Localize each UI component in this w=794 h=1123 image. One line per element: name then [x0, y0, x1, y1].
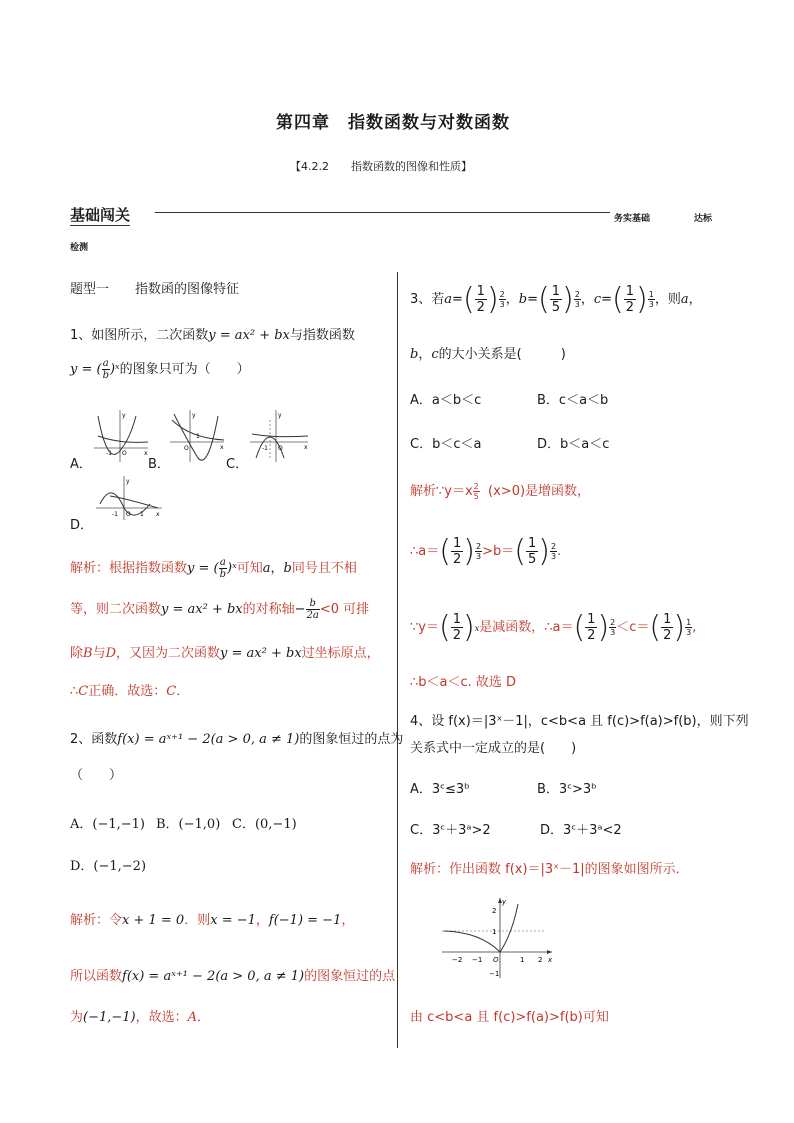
q3-paren-close-2: ): [562, 281, 574, 317]
q3-paren-open-1: (: [462, 281, 475, 317]
q1-sol3-eq: y = ax² + bx: [220, 646, 302, 661]
q3-l2-a: b: [410, 347, 419, 362]
graph-d-1: 1: [140, 511, 144, 518]
q3-e3d: 3: [648, 300, 654, 309]
q2-sol2-b: 的图象恒过的点: [304, 969, 396, 984]
q3-a2: a: [444, 292, 453, 307]
q3-paren-close-3: ): [636, 281, 648, 317]
q1-text: 1、如图所示，二次函数: [70, 328, 209, 343]
q3-sol3-n3: 1: [663, 612, 672, 627]
q3-sol3-f2: [585, 612, 597, 643]
q3-sol2-po1: (: [439, 533, 451, 569]
q1-sol-frac: [219, 557, 227, 580]
section-label: 基础闯关: [70, 206, 131, 224]
graph-b-x: x: [220, 444, 224, 451]
section-wrap: 检测: [70, 243, 89, 253]
q3-line1: [410, 281, 702, 317]
q3-sol1-en: 2: [473, 482, 479, 491]
q3-solution-line3: [410, 609, 697, 645]
q3-sol1-b: (x>0)是增函数，: [488, 484, 591, 499]
q1-sol2-a: 等，则二次函数: [70, 602, 162, 617]
q1-sol-eq-a: y = (: [187, 561, 219, 576]
q3-sol2-e1n: 2: [475, 542, 482, 551]
graph-b-y: y: [192, 412, 196, 419]
q3-b2: b: [518, 292, 528, 307]
q2-sol3-eq: (−1,−1): [83, 1010, 136, 1025]
graph-a-y: y: [122, 412, 126, 419]
q3-frac-3: [624, 284, 636, 315]
q4-solution-line2: 由 c<b<a 且 f(c)>f(a)>f(b)可知: [410, 1010, 609, 1025]
graph-d-x: x: [156, 511, 160, 518]
q1-sol3-e: ，又因为二次函数: [116, 646, 221, 661]
q3-d3: 2: [625, 300, 635, 315]
q1-graph-a: [92, 408, 150, 464]
q1-sol3-c: 与: [92, 646, 106, 661]
page-title: 第四章 指数函数与对数函数: [276, 113, 510, 133]
q3-sol2-b: >b＝: [482, 544, 515, 559]
q1-option-d: D．: [70, 518, 94, 533]
q4-graph-ylabel-0: 2: [492, 907, 497, 915]
q2-sol1-a: 解析：令: [70, 913, 123, 928]
q3-sol3-f1: [451, 612, 463, 643]
graph-c-m1: -1: [262, 445, 268, 452]
q3-sol2-pc2: ): [538, 533, 550, 569]
q3-sol2-f1: [451, 536, 463, 567]
q3-sol3-e2d: 3: [610, 628, 616, 637]
q3-a1: 3、若: [410, 292, 445, 307]
section-rule: [155, 212, 610, 213]
q3-sol3-a: ∵y＝: [410, 620, 439, 635]
q1-exp-den: b: [102, 370, 109, 381]
q3-sol3-po3: (: [649, 609, 662, 645]
q1-sol-d: ，: [270, 561, 284, 576]
q2-option-a: A．(−1,−1): [70, 817, 145, 832]
q3-sol3-e3d: 3: [686, 628, 692, 637]
graph-a-m1: -1: [106, 450, 112, 457]
q4-option-d: D．3ᶜ＋3ᵃ<2: [540, 823, 622, 838]
q3-sol3-b: 是减函数，∴a＝: [479, 620, 574, 635]
q3-option-c: C．b＜c＜a: [410, 437, 482, 452]
q2-solution-line1: [70, 909, 354, 928]
q3-sol2-pc1: ): [463, 533, 475, 569]
q3-paren-open-2: (: [538, 281, 550, 317]
q1-line1: [70, 324, 355, 343]
q1-solution-line3: [70, 642, 380, 661]
q2-sol3-d: ．: [197, 1010, 211, 1025]
q3-sol3-e2n: 2: [610, 618, 616, 627]
q3-sol3-c: ＜c＝: [616, 620, 650, 635]
q1-graph-b: [168, 408, 226, 464]
q2-sol1-d: ，: [341, 913, 355, 928]
q3-sol1-a: 解析∵y＝x: [410, 484, 473, 499]
q1-sol2-frac: [306, 598, 320, 621]
graph-c-x: x: [304, 444, 308, 451]
q3-c2: c: [593, 292, 602, 307]
q1-eq: y = ax² + bx: [208, 328, 290, 343]
q3-solution-line1: [410, 480, 590, 501]
q4-graph-xlabel-3: 1: [520, 956, 525, 964]
q1-exp-num: a: [102, 358, 109, 369]
q3-sol3-po1: (: [438, 609, 451, 645]
q3-option-a: A．a＜b＜c: [410, 393, 482, 408]
q3-sol1-ed: 5: [473, 492, 479, 501]
q3-sol3-f3: [661, 612, 673, 643]
q3-sol1-exp: [473, 482, 480, 501]
q3-sol2-e1: [475, 542, 482, 561]
q3-line2: [410, 343, 566, 362]
q3-exp-1: [499, 290, 506, 309]
q2-line2: （ ）: [70, 768, 123, 783]
q4-option-c: C．3ᶜ＋3ᵃ>2: [410, 823, 491, 838]
q2-sol1-eq2: x = −1: [210, 913, 256, 928]
q3-sol3-d1: 2: [452, 628, 461, 643]
q1-sol-num: a: [219, 557, 226, 568]
q3-sol2-e1d: 3: [475, 552, 482, 561]
column-divider: [397, 272, 398, 1048]
q1-sol-eq-b: )ˣ: [227, 561, 237, 576]
q3-sol2-f2: [526, 536, 538, 567]
q1-sol3-b: B: [83, 646, 93, 661]
q3-solution-line2: [410, 533, 562, 569]
q3-sol3-d: ,: [692, 620, 697, 635]
q4-graph-ylabel-1: 1: [492, 928, 497, 936]
q3-b3: =: [527, 292, 539, 307]
q2-sol1-c: ，: [255, 913, 269, 928]
q1-option-a: A．: [70, 457, 92, 472]
graph-a-x: x: [144, 450, 148, 457]
q1-solution-line4: [70, 680, 189, 699]
q1-solution-line1: [70, 557, 357, 580]
q3-d2: 5: [551, 300, 561, 315]
q3-d1: 2: [476, 300, 485, 315]
q3-a3: =: [452, 292, 463, 307]
type-heading: 题型一 指数函的图像特征: [70, 282, 240, 297]
q3-sol3-d2: 2: [587, 628, 596, 643]
q2-text-a: 2、函数: [70, 732, 118, 747]
graph-d-y: y: [126, 478, 130, 485]
q3-l2-d: 的大小关系是( ): [438, 347, 566, 362]
q3-frac-2: [550, 284, 562, 315]
q1-sol2-num: b: [306, 598, 320, 610]
q1-sol-f: 同号且不相: [291, 561, 357, 576]
q2-option-d: D．(−1,−2): [70, 859, 147, 874]
graph-b-1: 1: [196, 433, 200, 440]
q1-sol-label: 解析：根据指数函数: [70, 561, 188, 576]
q1-sol4-c: 正确．故选：: [88, 684, 167, 699]
q1-text-c: 的图象只可为（ ）: [119, 362, 250, 377]
q4-graph-y: y: [502, 898, 507, 906]
q3-e3n: 1: [648, 290, 654, 299]
q3-sol3-e3n: 1: [686, 618, 692, 627]
q3-c1: ，: [580, 292, 594, 307]
q2-eq: f(x) = aˣ⁺¹ − 2(a > 0, a ≠ 1): [117, 732, 300, 747]
q3-sol2-a: ∴a＝: [410, 544, 440, 559]
q3-sol2-e2d: 3: [550, 552, 557, 561]
q1-graph-c: [248, 408, 310, 464]
q3-e2n: 2: [574, 290, 580, 299]
q2-sol1-b: ．则: [184, 913, 211, 928]
q4-line1: 4、设 f(x)＝|3ˣ－1|，c<b<a 且 f(c)>f(a)>f(b)，则下列: [410, 714, 749, 729]
q2-text-b: 的图象恒过的点为: [299, 732, 404, 747]
q3-sol3-pc2: ): [597, 609, 610, 645]
q3-e1n: 2: [499, 290, 505, 299]
q4-graph-xlabel-4: 2: [538, 956, 543, 964]
q1-exp-a: y = (: [70, 362, 102, 377]
q3-frac-1: [475, 284, 487, 315]
graph-b-o: O: [184, 445, 189, 452]
q3-paren-open-3: (: [612, 281, 624, 317]
q1-sol3-d: D: [105, 646, 117, 661]
q3-sol2-d1: 2: [452, 552, 462, 567]
section-right-b: 达标: [694, 214, 713, 224]
q2-sol3-a: 为: [70, 1010, 84, 1025]
q1-text-b: 与指数函数: [289, 328, 355, 343]
q1-solution-line2: [70, 598, 369, 621]
q2-option-b: B．(−1,0): [156, 817, 221, 832]
q2-sol3-b: ，故选：: [135, 1010, 188, 1025]
graph-c-o: O: [278, 445, 283, 452]
q2-sol2-eq: f(x) = aˣ⁺¹ − 2(a > 0, a ≠ 1): [122, 969, 305, 984]
q3-l2-c: c: [431, 347, 439, 362]
q3-sol3-po2: (: [573, 609, 586, 645]
q2-solution-line3: [70, 1006, 210, 1025]
q4-line2: 关系式中一定成立的是( ): [410, 741, 577, 756]
q3-c3: =: [601, 292, 613, 307]
section-subtitle: 【4.2.2 指数函数的图像和性质】: [290, 160, 472, 173]
q1-line2: [70, 358, 250, 381]
graph-c-y: y: [278, 412, 282, 419]
q3-solution-line4: ∴b＜a＜c. 故选 D: [410, 675, 517, 690]
q1-sol4-a: ∴: [70, 684, 79, 699]
graph-a-o: O: [122, 450, 127, 457]
graph-d-m1: -1: [112, 511, 118, 518]
q4-graph-ylabel-2: −1: [489, 970, 500, 978]
q1-option-c: C．: [226, 457, 249, 472]
q1-sol2-neg: −: [294, 602, 306, 617]
q1-sol4-b: C: [78, 684, 89, 699]
q1-sol2-eq: y = ax² + bx: [161, 602, 243, 617]
q2-line1: [70, 728, 403, 747]
q3-sol2-e2: [550, 542, 557, 561]
q3-sol2-po2: (: [514, 533, 526, 569]
q3-option-b: B．c＜a＜b: [537, 393, 609, 408]
q2-sol2-a: 所以函数: [70, 969, 123, 984]
graph-d-o: O: [126, 511, 131, 518]
q3-tail2: a: [680, 292, 689, 307]
q3-n1: 1: [476, 284, 485, 299]
q2-solution-line2: [70, 965, 395, 984]
q4-graph-xlabel-1: −1: [472, 956, 483, 964]
q3-n3: 1: [625, 284, 635, 299]
q3-b1: ，: [505, 292, 519, 307]
q1-sol-b: 可知: [236, 561, 263, 576]
q1-graph-d: [94, 474, 164, 522]
q3-sol3-d3: 2: [663, 628, 672, 643]
q1-sol-c: a: [262, 561, 271, 576]
q3-paren-close-1: ): [486, 281, 499, 317]
q1-sol3-a: 除: [70, 646, 84, 661]
q2-option-c: C．(0,−1): [232, 817, 297, 832]
q4-graph-x: x: [548, 956, 553, 964]
q4-solution-line1: 解析：作出函数 f(x)＝|3ˣ－1|的图象如图所示．: [410, 862, 689, 877]
q4-graph-xlabel-0: −2: [452, 956, 463, 964]
q1-sol2-b: 的对称轴: [242, 602, 295, 617]
q1-sol2-c: <0 可排: [319, 602, 370, 617]
q1-sol4-d: C: [166, 684, 177, 699]
q2-sol3-c: A: [187, 1010, 198, 1025]
q3-exp-3: [648, 290, 655, 309]
q4-option-a: A．3ᶜ≤3ᵇ: [410, 782, 470, 797]
q1-exp-b: )ˣ: [109, 362, 120, 377]
q3-tail1: ，则: [654, 292, 681, 307]
q3-tail3: ，: [688, 292, 702, 307]
q3-sol2-n2: 1: [527, 536, 537, 551]
section-right-a: 务实基础: [614, 214, 651, 224]
q1-option-b: B．: [148, 457, 170, 472]
q1-sol-e: b: [283, 561, 292, 576]
q2-sol1-eq3: f(−1) = −1: [268, 913, 342, 928]
q3-sol3-n2: 1: [587, 612, 596, 627]
q4-graph-xlabel-2: O: [493, 956, 499, 964]
q3-sol3-n1: 1: [452, 612, 461, 627]
q4-graph: [440, 894, 556, 980]
q3-sol3-e1: x: [474, 624, 480, 633]
q1-sol4-e: ．: [176, 684, 190, 699]
q1-exp-frac: [102, 358, 110, 381]
q3-option-d: D．b＜a＜c: [537, 437, 610, 452]
q4-option-b: B．3ᶜ>3ᵇ: [537, 782, 597, 797]
q3-e1d: 3: [499, 300, 505, 309]
q3-sol2-d2: 5: [527, 552, 537, 567]
q1-sol2-den: 2a: [306, 610, 319, 621]
q3-n2: 1: [551, 284, 561, 299]
q3-exp-2: [574, 290, 581, 309]
q3-sol2-e2n: 2: [550, 542, 557, 551]
q1-sol-den: b: [219, 569, 226, 580]
q3-e2d: 3: [574, 300, 580, 309]
q1-sol3-f: 过坐标原点，: [301, 646, 380, 661]
q3-sol2-n1: 1: [452, 536, 462, 551]
q2-sol1-eq1: x + 1 = 0: [122, 913, 185, 928]
q3-sol3-pc1: ): [462, 609, 475, 645]
q3-sol3-pc3: ): [673, 609, 686, 645]
q3-l2-b: ，: [418, 347, 432, 362]
q3-sol2-c: .: [557, 544, 562, 559]
